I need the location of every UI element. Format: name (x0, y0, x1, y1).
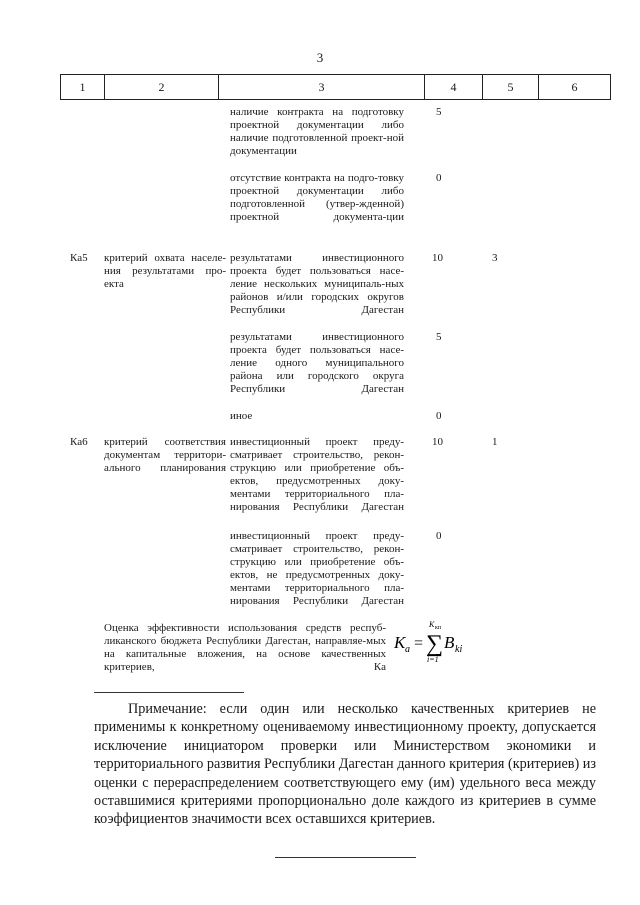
summary-text: Оценка эффективности использования средств респуб-ликанского бюджета Республики Дагестан, направляе-мых на капитальные вложения, на основе качественных критериев, Ка (104, 622, 386, 673)
criterion-option-text: наличие контракта на подготовку проектной документации либо наличие подготовленной проект-ной документации (230, 106, 404, 157)
column-number-5: 5 (483, 75, 539, 99)
end-separator (275, 857, 416, 858)
page-number: 3 (316, 50, 324, 65)
column-number-1: 1 (61, 75, 105, 99)
criterion-code: Ка6 (70, 436, 88, 448)
formula-lhs-sub: a (405, 644, 410, 655)
sum-formula (392, 618, 472, 666)
criterion-option-score: 5 (436, 106, 442, 118)
criterion-weight: 3 (492, 252, 498, 264)
column-number-3: 3 (219, 75, 425, 99)
note-paragraph: Примечание: если один или несколько качественных критериев не применимы к конкретному оцениваемому инвестиционному проекту, допускается исключение инициатором проверки или Министерством экономики и территориального развития Республики Дагестан данного критерия (критериев) из оценки с перераспределением соответствующего ему (им) удельного веса между оставшимися критериями пропорционально доле каждого из критериев в сумме коэффициентов значимости всех оставшихся критериев. (94, 701, 596, 828)
criterion-option-score: 0 (436, 530, 442, 542)
column-number-6: 6 (571, 79, 578, 94)
criterion-option-score: 0 (436, 410, 442, 422)
formula-sum-upper-sub: кп (435, 625, 442, 631)
criterion-option-score: 0 (436, 172, 442, 184)
criterion-option-text: результатами инвестиционного проекта будет пользоваться насе-ление одного муниципального района или городского округа Республики Дагестан (230, 331, 404, 395)
criterion-name: критерий соответствия документам территори-ального планирования (104, 436, 226, 474)
formula-sum-lower: i=1 (427, 655, 439, 664)
formula-term-sub: ki (455, 644, 463, 655)
criterion-option-score: 10 (432, 436, 443, 448)
criterion-name: критерий охвата населе-ния результатами про-екта (104, 252, 226, 290)
table-column-header (60, 74, 611, 100)
criterion-option-text: инвестиционный проект преду-сматривает строительство, рекон-струкцию или приобретение объ-ектов, предусмотренных доку-ментами территориального пла-нирования Республики Дагестан (230, 436, 404, 513)
criterion-option-score: 5 (436, 331, 442, 343)
footnote-separator (94, 692, 244, 693)
svg-text:=: = (414, 635, 424, 652)
formula-term: B (444, 633, 455, 652)
column-number-2: 2 (105, 75, 219, 99)
criterion-option-text: иное (230, 410, 253, 422)
criterion-option-score: 10 (432, 252, 443, 264)
criterion-weight: 1 (492, 436, 498, 448)
formula-lhs: K (394, 633, 406, 652)
column-number-4: 4 (425, 75, 483, 99)
criterion-option-text: инвестиционный проект преду-сматривает строительство, рекон-струкцию или приобретение объ-ектов, не предусмотренных доку-ментами территориального пла-нирования Республики Дагестан (230, 530, 404, 607)
criterion-option-text: результатами инвестиционного проекта будет пользоваться насе-ление нескольких муниципаль-ных районов и/или городских округов Республики Дагестан (230, 252, 404, 316)
svg-text:∑: ∑ (426, 631, 444, 657)
criterion-option-text: отсутствие контракта на подго-товку проектной документации либо подготовленной (утвер-жденной) проектной документа-ции (230, 172, 404, 223)
criterion-code: Ка5 (70, 252, 88, 264)
formula-sum-upper: K (429, 620, 435, 629)
